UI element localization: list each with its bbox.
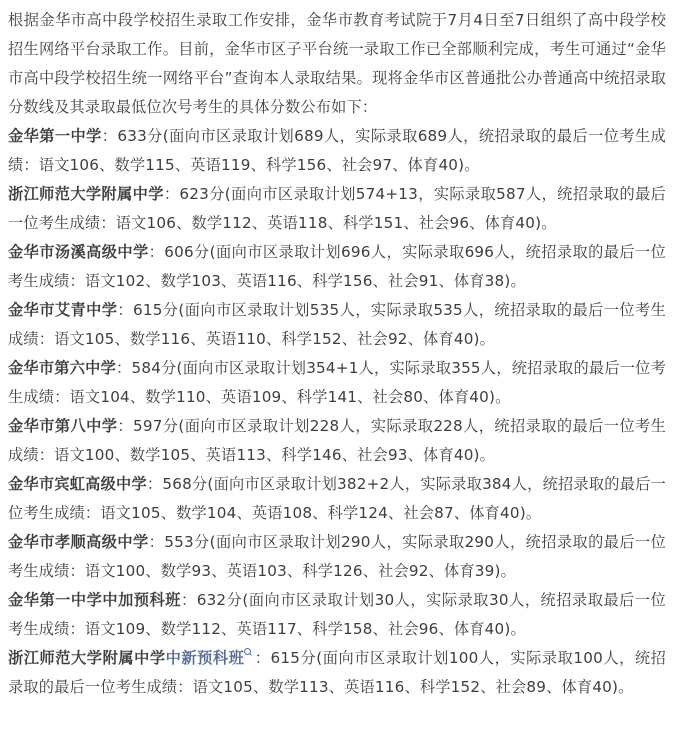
school-entry [8, 470, 666, 528]
school-detail: ：633分(面向市区录取计划689人，实际录取689人，统招录取的最后一位考生成绩：语文106、数学115、英语119、科学156、社会97、体育40)。 [8, 127, 666, 174]
school-detail: ：623分(面向市区录取计划574+13，实际录取587人，统招录取的最后一位考生成绩：语文106、数学112、英语118、科学151、社会96、体育40)。 [8, 185, 666, 232]
intro-paragraph: 根据金华市高中段学校招生录取工作安排，金华市教育考试院于7月4日至7日组织了高中段学校招生网络平台录取工作。目前，金华市区子平台统一录取工作已全部顺利完成，考生可通过“金华市高中段学校招生统一网络平台”查询本人录取结果。现将金华市区普通批公办普通高中统招录取分数线及其录取最低位次号考生的具体分数公布如下： [8, 11, 666, 116]
search-icon[interactable] [244, 648, 252, 656]
school-entry [8, 586, 666, 644]
school-name: 金华市第六中学 [8, 359, 117, 377]
school-detail: ：584分(面向市区录取计划354+1人，实际录取355人，统招录取的最后一位考生成绩：语文104、数学110、英语109、科学141、社会80、体育40)。 [8, 359, 667, 406]
school-entry [8, 180, 666, 238]
school-detail: ：615分(面向市区录取计划100人，实际录取100人，统招录取的最后一位考生成绩：语文105、数学113、英语116、科学152、社会89、体育40)。 [8, 649, 667, 696]
school-entry [8, 528, 666, 586]
school-name: 浙江师范大学附属中学 [8, 185, 164, 203]
school-entry [8, 354, 666, 412]
search-link[interactable]: 中新预科班 [165, 649, 245, 667]
school-name: 金华市第八中学 [8, 417, 118, 435]
school-detail: ：632分(面向市区录取计划30人，实际录取30人，统招录取最后一位考生成绩：语文109、数学112、英语117、科学158、社会96、体育40)。 [8, 591, 667, 638]
school-detail: ：553分(面向市区录取计划290人，实际录取290人，统招录取的最后一位考生成绩：语文100、数学93、英语103、科学126、社会92、体育39)。 [8, 533, 666, 580]
school-name: 金华市宾虹高级中学 [8, 475, 147, 493]
school-name: 金华第一中学中加预科班 [8, 591, 181, 609]
school-name: 金华市汤溪高级中学 [8, 243, 149, 261]
school-detail: ：615分(面向市区录取计划535人，实际录取535人，统招录取的最后一位考生成绩：语文105、数学116、英语110、科学152、社会92、体育40)。 [8, 301, 666, 348]
school-detail: ：606分(面向市区录取计划696人，实际录取696人，统招录取的最后一位考生成绩：语文102、数学103、英语116、科学156、社会91、体育38)。 [8, 243, 666, 290]
school-name: 金华第一中学 [8, 127, 102, 145]
school-detail: ：568分(面向市区录取计划382+2人，实际录取384人，统招录取的最后一位考生成绩：语文105、数学104、英语108、科学124、社会87、体育40)。 [8, 475, 666, 522]
school-detail: ：597分(面向市区录取计划228人，实际录取228人，统招录取的最后一位考生成绩：语文100、数学105、英语113、科学146、社会93、体育40)。 [8, 417, 666, 464]
school-name: 浙江师范大学附属中学 [8, 649, 166, 667]
school-name: 金华市艾青中学 [8, 301, 118, 319]
school-entry [8, 296, 666, 354]
school-entry-last [8, 644, 666, 702]
article-body [8, 6, 666, 702]
school-name: 金华市孝顺高级中学 [8, 533, 149, 551]
school-entry [8, 412, 666, 470]
school-entry [8, 238, 666, 296]
school-entry [8, 122, 666, 180]
